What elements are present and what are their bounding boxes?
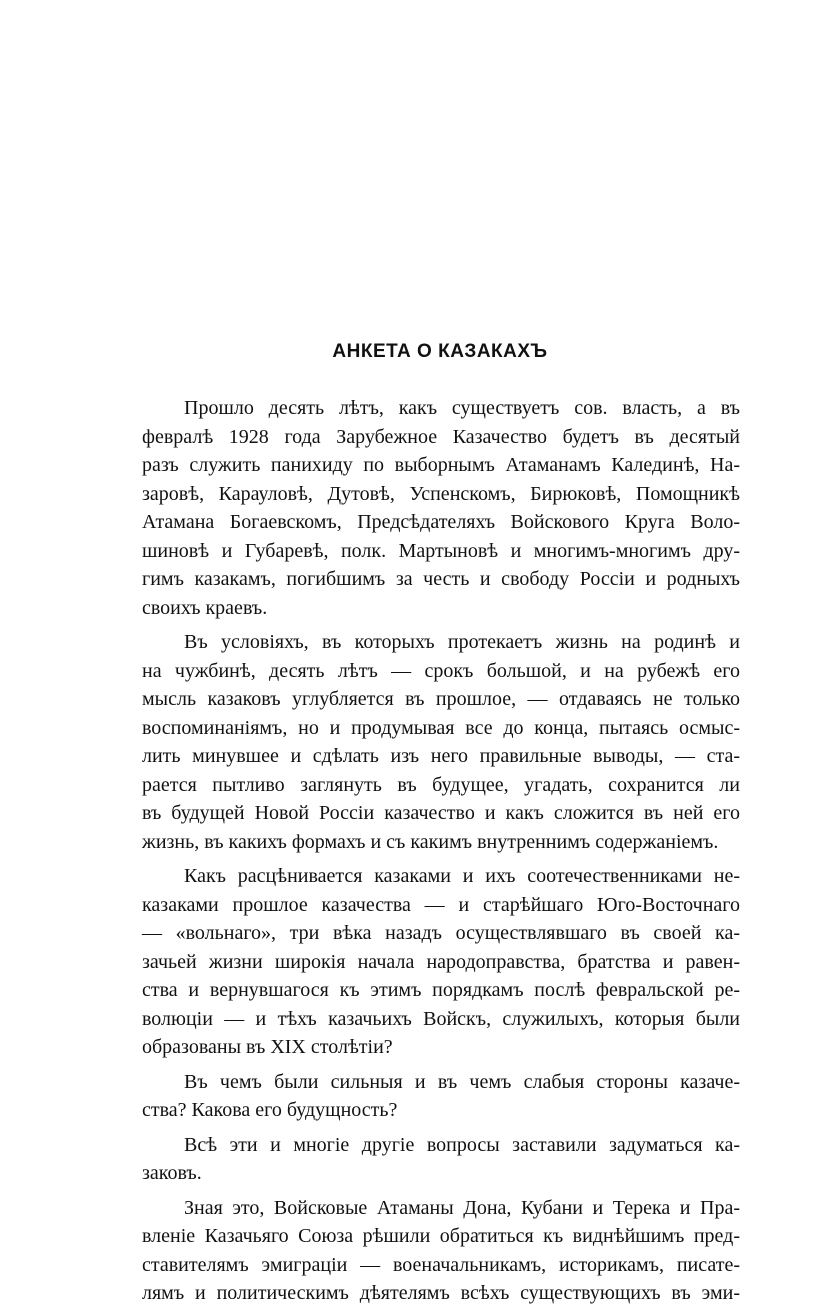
paragraph-6 bbox=[142, 1194, 740, 1308]
paragraph-5 bbox=[142, 1131, 740, 1188]
paragraph-1 bbox=[142, 394, 740, 622]
text-line: шиновѣ и Губаревѣ, полк. Мартыновѣ и многимъ-многимъ дру- bbox=[142, 539, 740, 562]
text-line: образованы въ XIX столѣтіи? bbox=[142, 1036, 393, 1058]
text-line: воспоминаніямъ, но и продумывая все до конца, пытаясь осмыс- bbox=[142, 716, 740, 739]
text-line: февралѣ 1928 года Зарубежное Казачество будетъ въ десятый bbox=[142, 425, 740, 448]
text-line: зачьей жизни широкія начала народоправства, братства и равен- bbox=[142, 950, 740, 973]
text-line: — «вольнаго», три вѣка назадъ осуществлявшаго въ своей ка- bbox=[142, 922, 740, 944]
text-line: на чужбинѣ, десять лѣтъ — срокъ большой, и на рубежѣ его bbox=[142, 659, 740, 682]
text-line: гимъ казакамъ, погибшимъ за честь и свободу Россіи и родныхъ bbox=[142, 568, 740, 590]
text-line: своихъ краевъ. bbox=[142, 596, 268, 619]
text-line: Атамана Богаевскомъ, Предсѣдателяхъ Войскового Круга Воло- bbox=[142, 511, 740, 533]
text-line: лить минувшее и сдѣлать изъ него правильные выводы, — ста- bbox=[142, 745, 740, 767]
body-text bbox=[142, 394, 740, 1314]
text-line: заковъ. bbox=[142, 1162, 202, 1184]
page-title: АНКЕТА О КАЗАКАХЪ bbox=[332, 341, 548, 362]
text-line: Какъ расцѣнивается казаками и ихъ соотечественниками не- bbox=[184, 865, 740, 887]
paragraph-2 bbox=[142, 628, 740, 856]
text-line: ставителямъ эмиграціи — военачальникамъ, историкамъ, писате- bbox=[142, 1253, 740, 1276]
text-line: Прошло десять лѣтъ, какъ существуетъ сов. власть, а въ bbox=[184, 397, 740, 419]
paragraph-3 bbox=[142, 862, 740, 1062]
text-line: мысль казаковъ углубляется въ прошлое, — отдаваясь не только bbox=[142, 688, 740, 710]
text-line: въ будущей Новой Россіи казачество и какъ сложится въ ней его bbox=[142, 802, 740, 824]
text-line: разъ служить панихиду по выборнымъ Атаманамъ Калединѣ, На- bbox=[142, 454, 740, 476]
text-line: лямъ и политическимъ дѣятелямъ всѣхъ существующихъ въ эми- bbox=[142, 1282, 740, 1304]
text-line: казаками прошлое казачества — и старѣйшаго Юго-Восточнаго bbox=[142, 893, 740, 916]
text-line: жизнь, въ какихъ формахъ и съ какимъ внутреннимъ содержаніемъ. bbox=[142, 830, 719, 853]
text-line: Всѣ эти и многіе другіе вопросы заставили задуматься ка- bbox=[184, 1133, 740, 1156]
text-line: Въ условіяхъ, въ которыхъ протекаетъ жизнь на родинѣ и bbox=[184, 631, 740, 653]
text-line: ства? Какова его будущность? bbox=[142, 1099, 398, 1121]
text-line: Зная это, Войсковые Атаманы Дона, Кубани и Терека и Пра- bbox=[184, 1196, 740, 1219]
text-line: волюціи — и тѣхъ казачьихъ Войскъ, служилыхъ, которыя были bbox=[142, 1007, 740, 1030]
text-line: Въ чемъ были сильныя и въ чемъ слабыя стороны казаче- bbox=[184, 1070, 740, 1093]
text-line: рается пытливо заглянуть въ будущее, угадать, сохранится ли bbox=[142, 773, 740, 796]
text-line: заровѣ, Карауловѣ, Дутовѣ, Успенскомъ, Бирюковѣ, Помощникѣ bbox=[142, 482, 740, 505]
text-line: вленіе Казачьяго Союза рѣшили обратиться къ виднѣйшимъ пред- bbox=[142, 1225, 740, 1247]
text-line: ства и вернувшагося къ этимъ порядкамъ послѣ февральской ре- bbox=[142, 979, 740, 1001]
paragraph-4 bbox=[142, 1068, 740, 1125]
